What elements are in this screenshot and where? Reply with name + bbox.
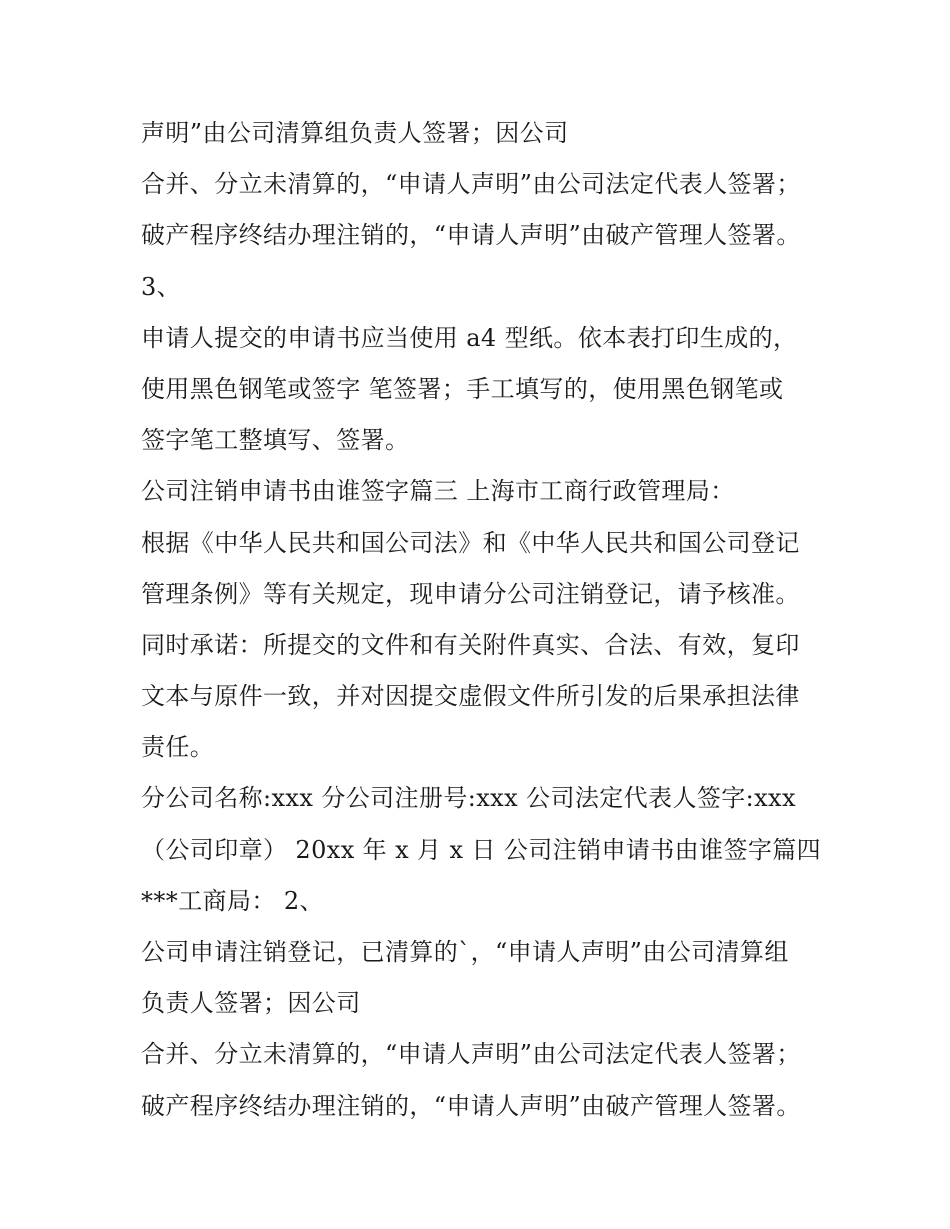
text-line: 根据《中华人民共和国公司法》和《中华人民共和国公司登记 <box>141 528 800 557</box>
text-line: 合并、分立未清算的，“申请人声明”由公司法定代表人签署； <box>141 1040 801 1069</box>
text-line: 签字笔工整填写、签署。 <box>141 426 410 455</box>
text-line: 负责人签署；因公司 <box>141 989 361 1018</box>
text-line: 责任。 <box>141 733 215 762</box>
text-line: 文本与原件一致，并对因提交虚假文件所引发的后果承担法律 <box>141 682 800 711</box>
text-line: 使用黑色钢笔或签字 笔签署；手工填写的，使用黑色钢笔或 <box>141 374 784 403</box>
text-line: 同时承诺：所提交的文件和有关附件真实、合法、有效，复印 <box>141 630 800 659</box>
text-line: 声明”由公司清算组负责人签署；因公司 <box>141 119 569 147</box>
document-body <box>141 108 831 1132</box>
text-line: 公司申请注销登记，已清算的`，“申请人声明”由公司清算组 <box>141 938 789 966</box>
text-line: ***工商局： 2、 <box>141 886 324 915</box>
text-line: 破产程序终结办理注销的，“申请人声明”由破产管理人签署。 <box>141 1091 801 1120</box>
seal-date-line: （公司印章） 20xx 年 x 月 x 日 公司注销申请书由谁签字篇四 <box>141 835 822 864</box>
section-number: 3、 <box>141 272 182 301</box>
text-line: 申请人提交的申请书应当使用 a4 型纸。依本表打印生成的， <box>141 323 798 352</box>
section-heading: 公司注销申请书由谁签字篇三 上海市工商行政管理局： <box>141 477 735 506</box>
text-line: 破产程序终结办理注销的，“申请人声明”由破产管理人签署。 <box>141 221 801 250</box>
form-fields-line: 分公司名称:xxx 分公司注册号:xxx 公司法定代表人签字:xxx <box>141 784 796 813</box>
text-line: 合并、分立未清算的，“申请人声明”由公司法定代表人签署； <box>141 170 801 199</box>
text-line: 管理条例》等有关规定，现申请分公司注销登记，请予核准。 <box>141 579 800 608</box>
